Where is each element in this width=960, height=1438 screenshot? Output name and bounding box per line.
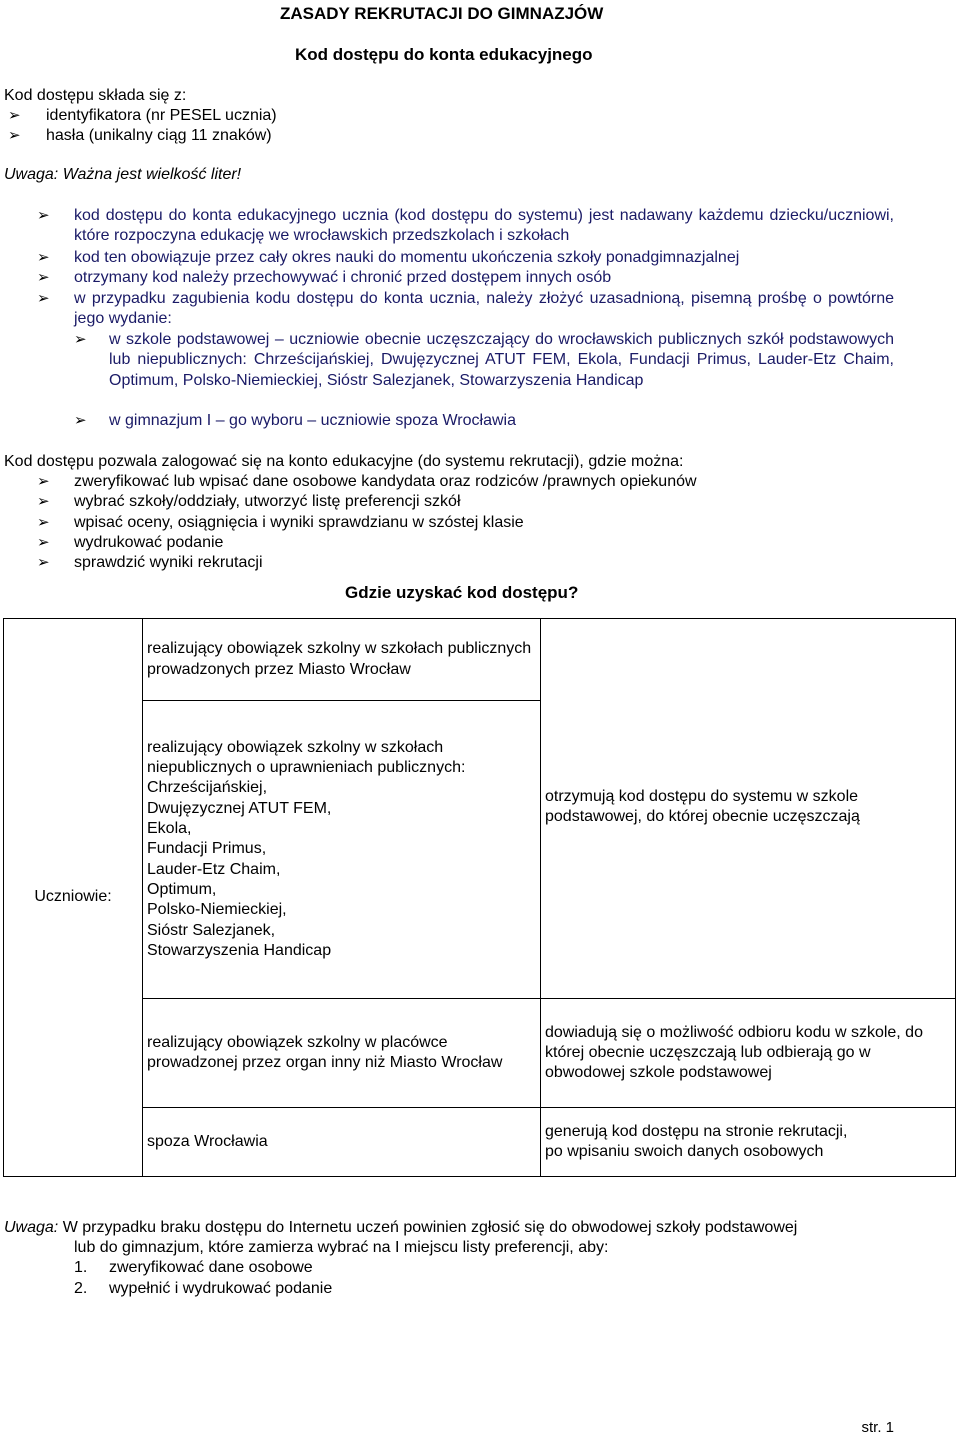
school-list-item: Dwujęzycznej ATUT FEM, [147, 799, 332, 817]
list-item: sprawdzić wyniki rekrutacji [74, 554, 263, 571]
list-item: w przypadku zagubienia kodu dostępu do konta ucznia, należy złożyć uzasadnioną, pisemną prośbę o powtórne jego wydanie: [74, 290, 894, 328]
cell-text: po wpisaniu swoich danych osobowych [545, 1143, 824, 1160]
note-text: W przypadku braku dostępu do Internetu uczeń powinien zgłosić się do obwodowej szkoły podstawowej [58, 1219, 798, 1236]
table-row [4, 999, 956, 1108]
school-list-item: Chrześcijańskiej, [147, 779, 268, 797]
school-list-item: Stowarzyszenia Handicap [147, 941, 332, 959]
warning-text: Ważna jest wielkość liter! [58, 166, 242, 183]
school-list-item: Fundacji Primus, [147, 840, 267, 858]
list-item: hasła (unikalny ciąg 11 znaków) [46, 127, 272, 144]
note-label: Uwaga: [4, 1219, 59, 1236]
arrow-bullet-icon: ➢ [74, 331, 87, 348]
table-cell [143, 999, 541, 1108]
table-cell [541, 999, 956, 1108]
list-item: zweryfikować lub wpisać dane osobowe kandydata oraz rodziców /prawnych opiekunów [74, 473, 697, 490]
page-subtitle: Kod dostępu do konta edukacyjnego [295, 45, 593, 64]
warning-label: Uwaga: [4, 166, 59, 183]
arrow-bullet-icon: ➢ [37, 554, 50, 571]
page-title: ZASADY REKRUTACJI DO GIMNAZJÓW [280, 4, 604, 23]
school-list-item: Ekola, [147, 820, 192, 838]
school-list-item: Lauder-Etz Chaim, [147, 860, 281, 878]
list-item: kod ten obowiązuje przez cały okres nauki do momentu ukończenia szkoły ponadgimnazjalnej [74, 249, 740, 266]
cell-text: dowiadują się o możliwość odbioru kodu w szkole, do której obecnie uczęszczają lub odbierają go w obwodowej szkole podstawowej [545, 1023, 923, 1082]
arrow-bullet-icon: ➢ [74, 412, 87, 429]
arrow-bullet-icon: ➢ [37, 473, 50, 490]
capabilities-intro: Kod dostępu pozwala zalogować się na konto edukacyjne (do systemu rekrutacji), gdzie można: [4, 453, 684, 470]
list-item: wybrać szkoły/oddziały, utworzyć listę preferencji szkół [74, 493, 461, 510]
arrow-bullet-icon: ➢ [8, 127, 21, 144]
list-item: w szkole podstawowej – uczniowie obecnie uczęszczający do wrocławskich publicznych szkół podstawowych lub niepublicznych: Chrześcijańskiej, Dwujęzycznej ATUT FEM, Ekola, Fundacji Primus, Lauder-Etz Chaim, Optimum, Polsko-Niemieckiej, Sióstr Salezjanek, Stowarzyszenia Handicap [109, 331, 894, 389]
list-item: identyfikatora (nr PESEL ucznia) [46, 107, 277, 124]
arrow-bullet-icon: ➢ [37, 290, 50, 307]
footer-note-line: lub do gimnazjum, które zamierza wybrać na I miejscu listy preferencji, aby: [74, 1239, 609, 1256]
table-cell [143, 619, 541, 701]
arrow-bullet-icon: ➢ [37, 493, 50, 510]
table-cell [541, 1108, 956, 1177]
step-text: zweryfikować dane osobowe [109, 1259, 313, 1276]
access-code-table [3, 618, 956, 1177]
step-number: 1. [74, 1259, 88, 1276]
table-cell [143, 701, 541, 999]
arrow-bullet-icon: ➢ [37, 269, 50, 286]
composition-label: Kod dostępu składa się z: [4, 87, 187, 104]
arrow-bullet-icon: ➢ [8, 107, 21, 124]
list-item: otrzymany kod należy przechowywać i chronić przed dostępem innych osób [74, 269, 612, 286]
arrow-bullet-icon: ➢ [37, 249, 50, 266]
school-list-item: Optimum, [147, 880, 217, 898]
list-item: kod dostępu do konta edukacyjnego ucznia (kod dostępu do systemu) jest nadawany każdemu dziecku/uczniowi, które rozpoczyna edukację we wrocławskich przedszkolach i szkołach [74, 207, 894, 245]
table-row [4, 619, 956, 701]
footer-note-line [4, 1218, 797, 1238]
cell-text: realizujący obowiązek szkolny w szkołach publicznych prowadzonych przez Miasto Wrocław [147, 640, 532, 678]
row-label: Uczniowie: [34, 888, 112, 906]
warning-note [4, 165, 241, 185]
school-list-item: Polsko-Niemieckiej, [147, 901, 287, 919]
cell-text: spoza Wrocławia [147, 1132, 268, 1150]
school-list-item: Sióstr Salezjanek, [147, 921, 276, 939]
list-item: wpisać oceny, osiągnięcia i wyniki sprawdzianu w szóstej klasie [74, 514, 524, 531]
step-text: wypełnić i wydrukować podanie [109, 1280, 333, 1297]
cell-text: generują kod dostępu na stronie rekrutacji, [545, 1122, 848, 1140]
arrow-bullet-icon: ➢ [37, 534, 50, 551]
arrow-bullet-icon: ➢ [37, 514, 50, 531]
list-item: w gimnazjum I – go wyboru – uczniowie spoza Wrocławia [109, 412, 516, 429]
step-number: 2. [74, 1280, 88, 1297]
table-cell [143, 1108, 541, 1177]
table-row [4, 1108, 956, 1177]
page-number: str. 1 [861, 1419, 894, 1436]
list-item: wydrukować podanie [74, 534, 224, 551]
arrow-bullet-icon: ➢ [37, 207, 50, 224]
cell-text: realizujący obowiązek szkolny w placówce prowadzonej przez organ inny niż Miasto Wrocław [147, 1033, 503, 1071]
section-heading: Gdzie uzyskać kod dostępu? [345, 583, 579, 602]
cell-text: otrzymują kod dostępu do systemu w szkole podstawowej, do której obecnie uczęszczają [545, 788, 860, 826]
row-label-cell [4, 619, 143, 1177]
table-cell [541, 619, 956, 999]
cell-text: realizujący obowiązek szkolny w szkołach niepublicznych o uprawnieniach publicznych: [147, 738, 466, 777]
